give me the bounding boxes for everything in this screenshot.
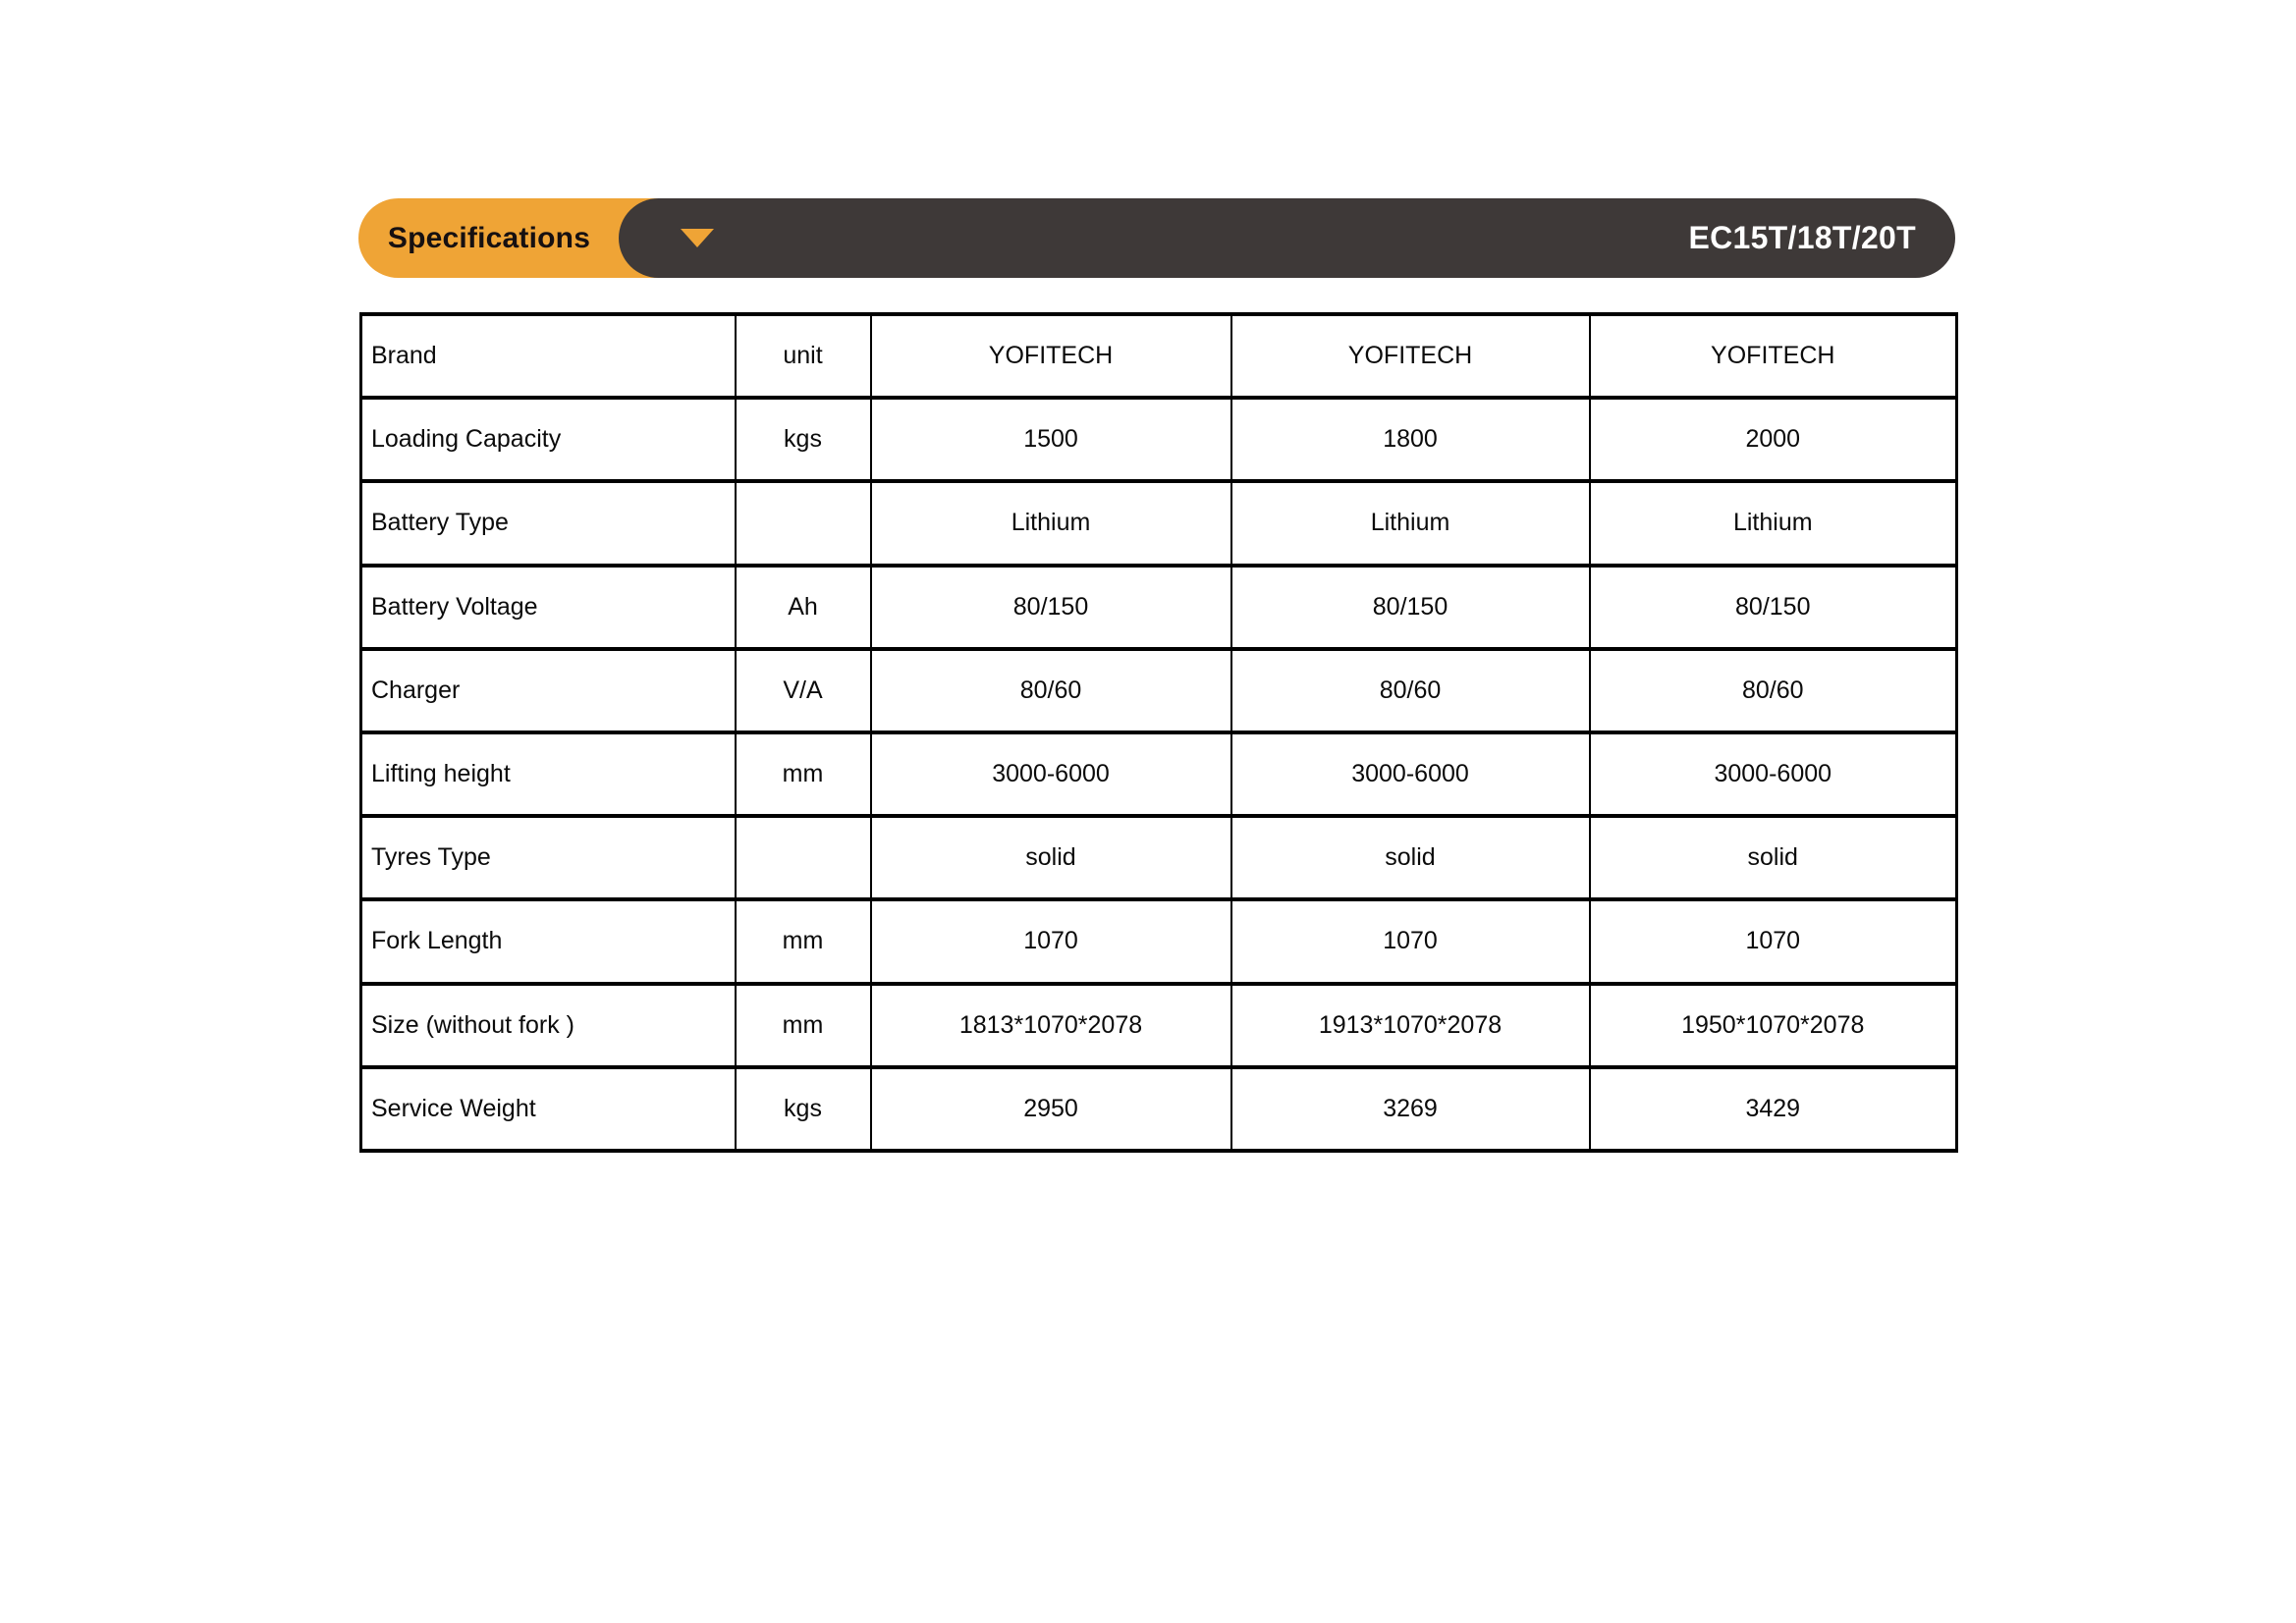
spec-value: 3000-6000 — [871, 732, 1231, 816]
spec-value: YOFITECH — [871, 314, 1231, 398]
specifications-table — [359, 312, 1955, 1153]
model-header-bar — [619, 198, 1955, 278]
table-row — [361, 398, 1957, 481]
spec-label: Charger — [361, 649, 736, 732]
spec-value: solid — [1231, 816, 1590, 899]
table-row — [361, 732, 1957, 816]
table-row — [361, 816, 1957, 899]
spec-value: solid — [1590, 816, 1957, 899]
spec-value: Lithium — [1231, 481, 1590, 565]
model-label: EC15T/18T/20T — [1688, 220, 1916, 255]
spec-unit — [736, 481, 871, 565]
spec-value: 3000-6000 — [1590, 732, 1957, 816]
spec-unit: Ah — [736, 566, 871, 649]
spec-value: 80/60 — [1590, 649, 1957, 732]
table-row — [361, 649, 1957, 732]
table-row — [361, 314, 1957, 398]
spec-label: Brand — [361, 314, 736, 398]
table-row — [361, 1067, 1957, 1151]
spec-label: Battery Voltage — [361, 566, 736, 649]
spec-unit: kgs — [736, 1067, 871, 1151]
table-row — [361, 481, 1957, 565]
spec-label: Loading Capacity — [361, 398, 736, 481]
spec-value: 1913*1070*2078 — [1231, 984, 1590, 1067]
spec-unit: V/A — [736, 649, 871, 732]
spec-unit: unit — [736, 314, 871, 398]
spec-value: Lithium — [1590, 481, 1957, 565]
spec-value: 80/150 — [871, 566, 1231, 649]
spec-value: 1813*1070*2078 — [871, 984, 1231, 1067]
spec-value: 80/60 — [871, 649, 1231, 732]
table-row — [361, 984, 1957, 1067]
spec-unit: mm — [736, 732, 871, 816]
spec-value: 1070 — [1590, 899, 1957, 983]
spec-label: Lifting height — [361, 732, 736, 816]
spec-unit: mm — [736, 899, 871, 983]
spec-label: Tyres Type — [361, 816, 736, 899]
table-row — [361, 566, 1957, 649]
spec-value: 1070 — [1231, 899, 1590, 983]
spec-value: solid — [871, 816, 1231, 899]
spec-value: 1950*1070*2078 — [1590, 984, 1957, 1067]
spec-value: 3269 — [1231, 1067, 1590, 1151]
spec-value: 80/150 — [1231, 566, 1590, 649]
table-row — [361, 899, 1957, 983]
spec-label: Size (without fork ) — [361, 984, 736, 1067]
spec-value: YOFITECH — [1590, 314, 1957, 398]
spec-value: 1800 — [1231, 398, 1590, 481]
spec-value: 3000-6000 — [1231, 732, 1590, 816]
spec-label: Service Weight — [361, 1067, 736, 1151]
spec-unit: mm — [736, 984, 871, 1067]
specifications-title: Specifications — [387, 221, 591, 254]
spec-label: Fork Length — [361, 899, 736, 983]
spec-value: 80/150 — [1590, 566, 1957, 649]
spec-value: YOFITECH — [1231, 314, 1590, 398]
spec-value: 2950 — [871, 1067, 1231, 1151]
spec-unit: kgs — [736, 398, 871, 481]
spec-value: 2000 — [1590, 398, 1957, 481]
dropdown-triangle-icon[interactable] — [681, 229, 714, 247]
spec-value: 80/60 — [1231, 649, 1590, 732]
spec-value: 3429 — [1590, 1067, 1957, 1151]
spec-unit — [736, 816, 871, 899]
spec-label: Battery Type — [361, 481, 736, 565]
spec-value: Lithium — [871, 481, 1231, 565]
spec-value: 1500 — [871, 398, 1231, 481]
spec-value: 1070 — [871, 899, 1231, 983]
